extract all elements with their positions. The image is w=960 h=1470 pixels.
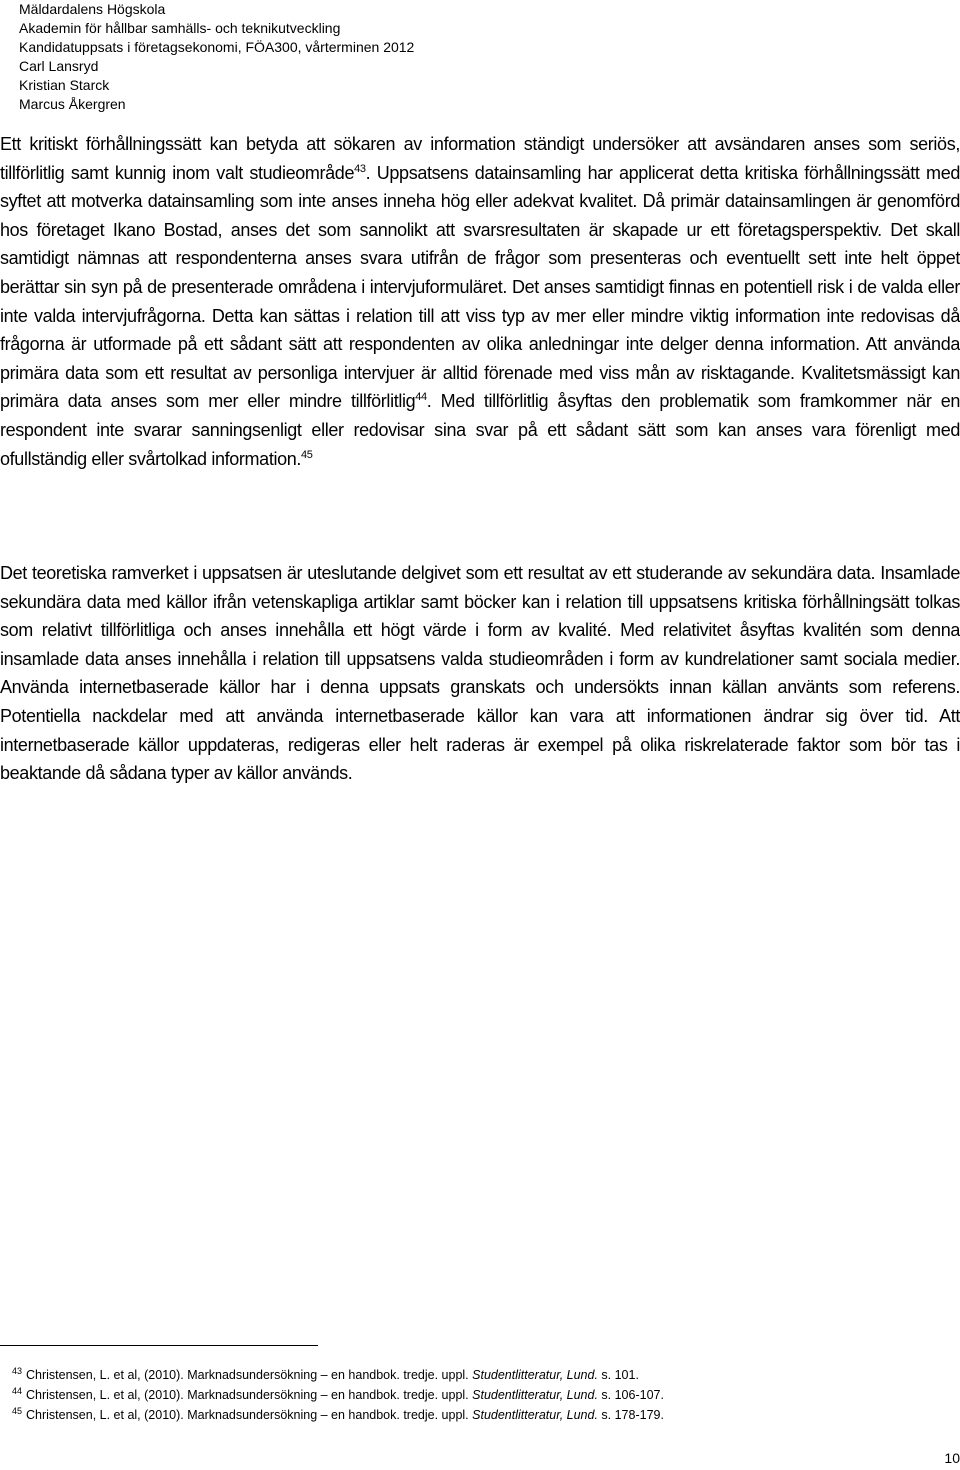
footnote-marker: 45 — [12, 1406, 23, 1416]
header-course: Kandidatuppsats i företagsekonomi, FÖA300, vårterminen 2012 — [19, 39, 415, 55]
footnote-marker: 44 — [12, 1386, 23, 1396]
header-academy: Akademin för hållbar samhälls- och teknikutveckling — [19, 20, 341, 36]
footnote-pages: s. 106-107. — [601, 1388, 664, 1402]
header-author-3: Marcus Åkergren — [19, 96, 126, 112]
footnote-45 — [12, 1405, 912, 1425]
footnotes — [12, 1365, 912, 1425]
paragraph-1-text-a: Ett kritiskt förhållningssätt kan betyda att sökaren av information ständigt undersöker att avsändaren anses som seriös, tillförlitlig samt kunnig inom valt studieområde — [0, 134, 960, 183]
page-number: 10 — [944, 1450, 960, 1466]
footnote-text: Christensen, L. et al, (2010). Marknadsundersökning – en handbok. tredje. uppl. — [26, 1388, 469, 1402]
paragraph-1-text-b: . Uppsatsens datainsamling har applicerat detta kritiska förhållningssätt med syftet att motverka datainsamling som inte anses inneha hög eller adekvat kvalitet. Då primär datainsamlingen är genomförd hos företaget Ikano Bostad, anses det som sannolikt att svarsresultaten är skapade ur ett företagsperspektiv. Det skall samtidigt nämnas att respondenterna anses svara utifrån de frågor som presenteras och eventuellt sett inte helt öppet berättar sin syn på de presenterade områdena i intervjuformuläret. Det anses samtidigt finnas en potentiell risk i de valda eller inte valda intervjufrågorna. Detta kan sättas i relation till att viss typ av mer eller mindre viktig information inte redovisas då frågorna är utformade på ett sådant sätt att respondenten av olika anledningar inte delger denna information. Att använda primära data som ett resultat av personliga intervjuer är alltid förenade med viss mån av risktagande. Kvalitetsmässigt kan primära data anses som mer eller mindre tillförlitlig — [0, 162, 960, 412]
footnote-ref-45: 45 — [301, 448, 313, 461]
paragraph-1-text-c: . Med tillförlitlig åsyftas den problematik som framkommer när en respondent inte svarar sanningsenligt eller redovisar sina svar på ett sådant sätt som kan anses vara förenligt med ofullständig eller svårtolkad information. — [0, 391, 960, 469]
footnote-separator — [0, 1345, 318, 1346]
header-university: Mäldardalens Högskola — [19, 1, 166, 17]
footnote-marker: 43 — [12, 1366, 23, 1376]
footnote-text: Christensen, L. et al, (2010). Marknadsundersökning – en handbok. tredje. uppl. — [26, 1408, 469, 1422]
header-author-2: Kristian Starck — [19, 77, 110, 93]
header-author-1: Carl Lansryd — [19, 58, 99, 74]
footnote-pages: s. 178-179. — [601, 1408, 664, 1422]
body-paragraph-1 — [0, 130, 960, 473]
footnote-43 — [12, 1365, 912, 1385]
footnote-pages: s. 101. — [601, 1368, 639, 1382]
footnote-44 — [12, 1385, 912, 1405]
footnote-ref-43: 43 — [354, 162, 366, 175]
body-paragraph-2: Det teoretiska ramverket i uppsatsen är uteslutande delgivet som ett resultat av ett studerande av sekundära data. Insamlade sekundära data med källor ifrån vetenskapliga artiklar samt böcker kan i relation till uppsatsens kritiska förhållningsätt tolkas som relativt tillförlitliga och anses innehålla ett högt värde i form av kvalité. Med relativitet åsyftas kvalitén som denna insamlade data anses innehålla i relation till uppsatsens valda studieområden i form av kundrelationer samt sociala medier. Använda internetbaserade källor har i denna uppsats granskats och undersökts innan källan använts som referens. Potentiella nackdelar med att använda internetbaserade källor kan vara att informationen ändrar sig över tid. Att internetbaserade källor uppdateras, redigeras eller helt raderas är exempel på olika riskrelaterade faktor som bör tas i beaktande då sådana typer av källor används. — [0, 563, 960, 784]
footnote-text: Christensen, L. et al, (2010). Marknadsundersökning – en handbok. tredje. uppl. — [26, 1368, 469, 1382]
footnote-publisher: Studentlitteratur, Lund. — [472, 1388, 598, 1402]
footnote-ref-44: 44 — [415, 391, 427, 404]
footnote-publisher: Studentlitteratur, Lund. — [472, 1408, 598, 1422]
footnote-publisher: Studentlitteratur, Lund. — [472, 1368, 598, 1382]
document-header — [19, 0, 819, 114]
